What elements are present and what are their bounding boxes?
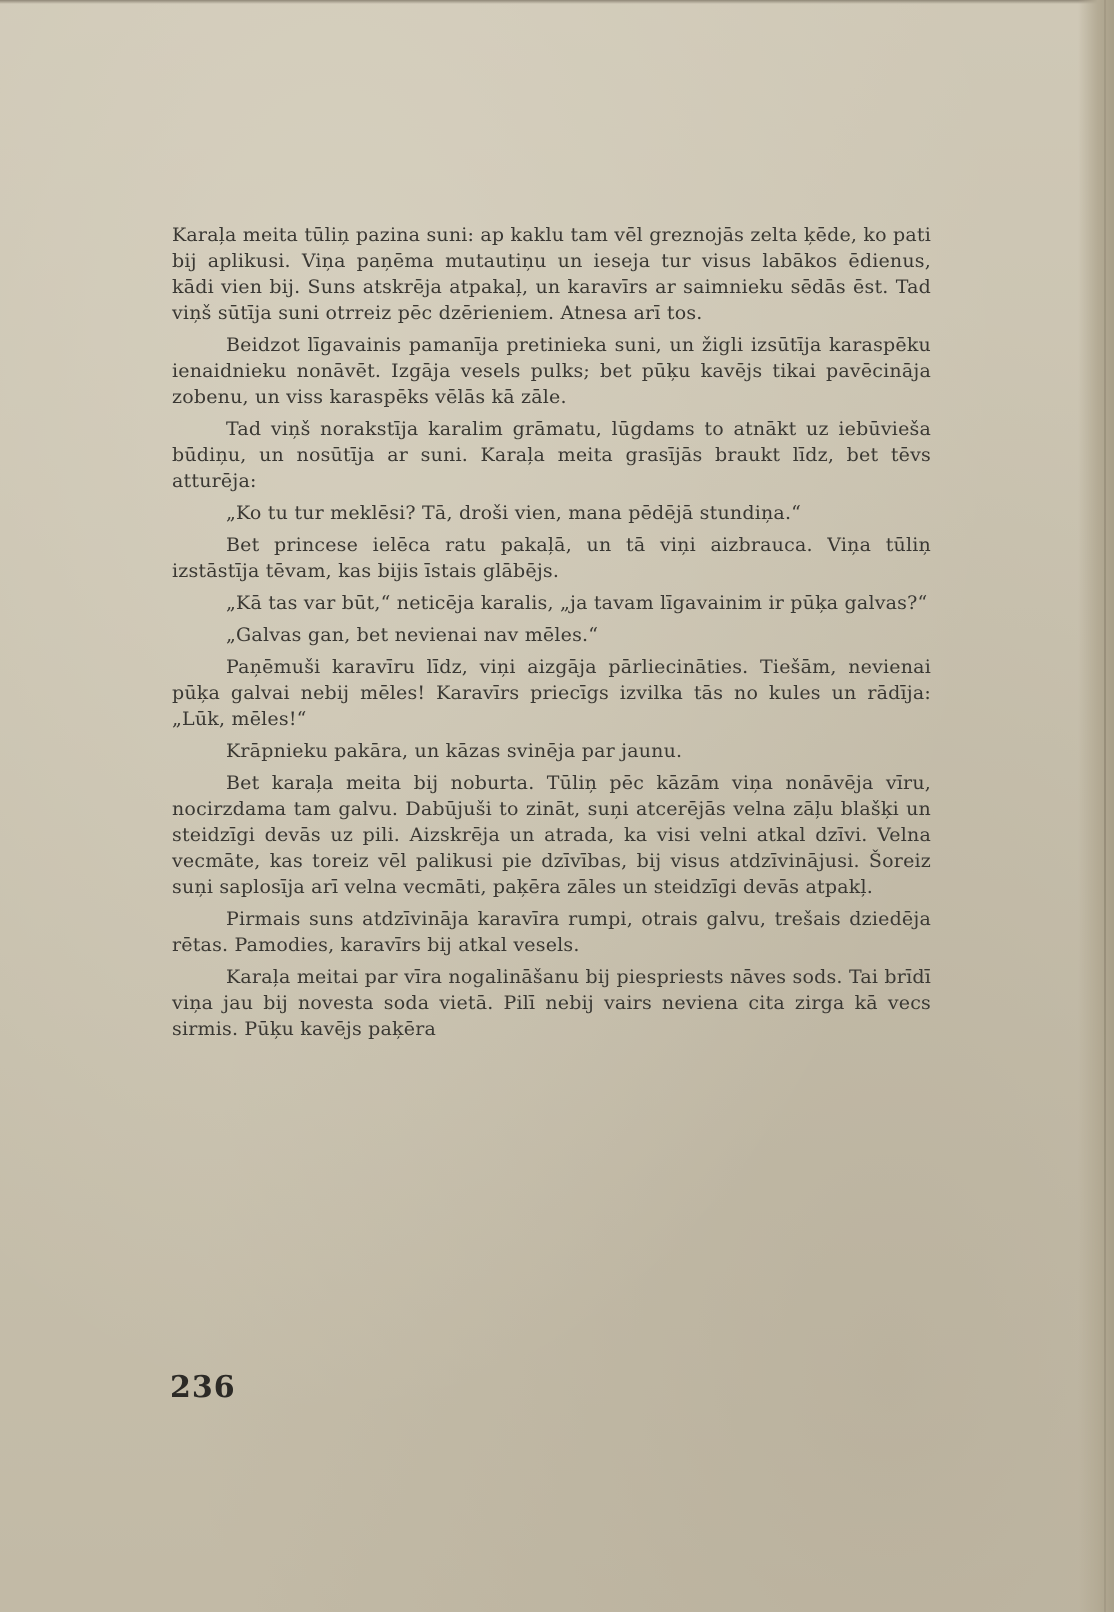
paragraph-8: Paņēmuši karavīru līdz, viņi aizgāja pārliecināties. Tiešām, nevienai pūķa galvai nebij mēles! Karavīrs priecīgs izvilka tās no kules un rādīja: „Lūk, mēles!“ <box>172 656 931 730</box>
paragraph-1: Karaļa meita tūliņ pazina suni: ap kaklu tam vēl greznojās zelta ķēde, ko pati bij aplikusi. Viņa paņēma mutautiņu un ieseja tur visus labākos ēdienus, kādi vien bij. Suns atskrēja atpakaļ, un karavīrs ar saimnieku sēdās ēst. Tad viņš sūtīja suni otrreiz pēc dzērieniem. Atnesa arī tos. <box>172 224 931 324</box>
paragraph-10: Bet karaļa meita bij noburta. Tūliņ pēc kāzām viņa nonāvēja vīru, nocirzdama tam galvu. Dabūjuši to zināt, suņi atcerējās velna zāļu blašķi un steidzīgi devās uz pili. Aizskrēja un atrada, ka visi velni atkal dzīvi. Velna vecmāte, kas toreiz vēl palikusi pie dzīvības, bij visus atdzīvinājusi. Šoreiz suņi saplosīja arī velna vecmāti, paķēra zāles un steidzīgi devās atpakļ. <box>172 772 931 898</box>
paragraph-5: Bet princese ielēca ratu pakaļā, un tā viņi aizbrauca. Viņa tūliņ izstāstīja tēvam, kas bijis īstais glābējs. <box>172 534 931 582</box>
page-spine-line <box>1104 0 1106 1612</box>
body-text <box>172 222 931 1048</box>
paragraph-12: Karaļa meitai par vīra nogalināšanu bij piespriests nāves sods. Tai brīdī viņa jau bij novesta soda vietā. Pilī nebij vairs neviena cita zirga kā vecs sirmis. Pūķu kavējs paķēra <box>172 966 931 1040</box>
page-number: 236 <box>170 1370 236 1405</box>
page-top-edge <box>0 0 1114 4</box>
paragraph-7: „Galvas gan, bet nevienai nav mēles.“ <box>226 624 599 646</box>
paragraph-2: Beidzot līgavainis pamanīja pretinieka suni, un žigli izsūtīja karaspēku ienaidnieku nonāvēt. Izgāja vesels pulks; bet pūķu kavējs tikai pavēcināja zobenu, un viss karaspēks vēlās kā zāle. <box>172 334 931 408</box>
paragraph-3: Tad viņš norakstīja karalim grāmatu, lūgdams to atnākt uz iebūvieša būdiņu, un nosūtīja ar suni. Karaļa meita grasījās braukt līdz, bet tēvs atturēja: <box>172 418 931 492</box>
page-right-edge <box>1078 0 1114 1612</box>
paragraph-6: „Kā tas var būt,“ neticēja karalis, „ja tavam līgavainim ir pūķa galvas?“ <box>226 592 928 614</box>
paragraph-11: Pirmais suns atdzīvināja karavīra rumpi, otrais galvu, trešais dziedēja rētas. Pamodies, karavīrs bij atkal vesels. <box>172 908 931 956</box>
paragraph-4: „Ko tu tur meklēsi? Tā, droši vien, mana pēdējā stundiņa.“ <box>226 502 802 524</box>
paragraph-9: Krāpnieku pakāra, un kāzas svinēja par jaunu. <box>226 740 683 762</box>
